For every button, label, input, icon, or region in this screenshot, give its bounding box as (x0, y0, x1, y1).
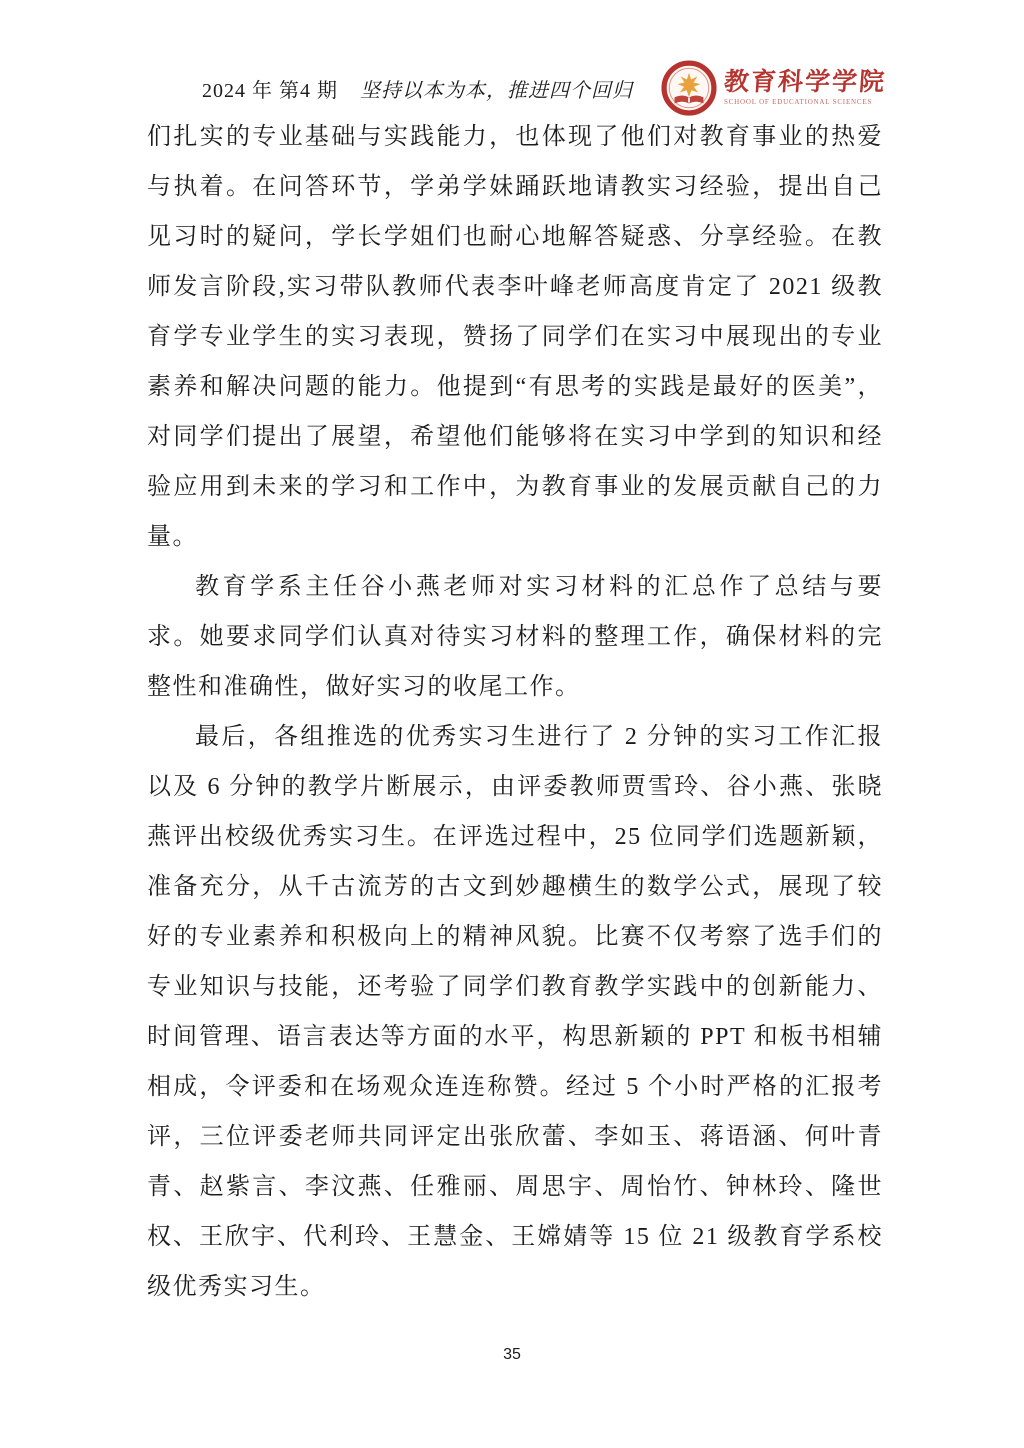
header-slogan: 坚持以本为本，推进四个回归 (360, 79, 633, 102)
page-footer (0, 1346, 1024, 1364)
logo-text-block (724, 70, 886, 106)
logo-name-en: SCHOOL OF EDUCATIONAL SCIENCES (723, 98, 873, 107)
article-body (147, 112, 883, 1312)
paragraph-3: 最后，各组推选的优秀实习生进行了 2 分钟的实习工作汇报以及 6 分钟的教学片断展示，由评委教师贾雪玲、谷小燕、张晓燕评出校级优秀实习生。在评选过程中，25 位同学们选题新颖，准备充分，从千古流芳的古文到妙趣横生的数学公式，展现了较好的专业素养和积极向上的精神风貌。比赛不仅考察了选手们的专业知识与技能，还考验了同学们教育教学实践中的创新能力、时间管理、语言表达等方面的水平，构思新颖的 PPT 和板书相辅相成，令评委和在场观众连连称赞。经过 5 个小时严格的汇报考评，三位评委老师共同评定出张欣蕾、李如玉、蒋语涵、何叶青青、赵紫言、李汶燕、任雅丽、周思宇、周怡竹、钟林玲、隆世权、王欣宇、代利玲、王慧金、王嫦婧等 15 位 21 级教育学系校级优秀实习生。 (147, 724, 883, 1300)
school-seal-icon (661, 60, 717, 116)
page-number: 35 (503, 1346, 521, 1363)
header-issue-line (150, 74, 633, 103)
issue-info: 2024 年 第4 期 (202, 79, 338, 102)
paragraph-2: 教育学系主任谷小燕老师对实习材料的汇总作了总结与要求。她要求同学们认真对待实习材料的整理工作，确保材料的完整性和准确性，做好实习的收尾工作。 (147, 574, 883, 700)
paragraph-1: 们扎实的专业基础与实践能力，也体现了他们对教育事业的热爱与执着。在问答环节，学弟学妹踊跃地请教实习经验，提出自己见习时的疑问，学长学姐们也耐心地解答疑惑、分享经验。在教师发言阶段,实习带队教师代表李叶峰老师高度肯定了 2021 级教育学专业学生的实习表现，赞扬了同学们在实习中展现出的专业素养和解决问题的能力。他提到“有思考的实践是最好的医美”，对同学们提出了展望，希望他们能够将在实习中学到的知识和经验应用到未来的学习和工作中，为教育事业的发展贡献自己的力量。 (147, 124, 883, 550)
logo-name-cn: 教育科学学院 (723, 68, 887, 96)
school-logo (661, 60, 886, 116)
